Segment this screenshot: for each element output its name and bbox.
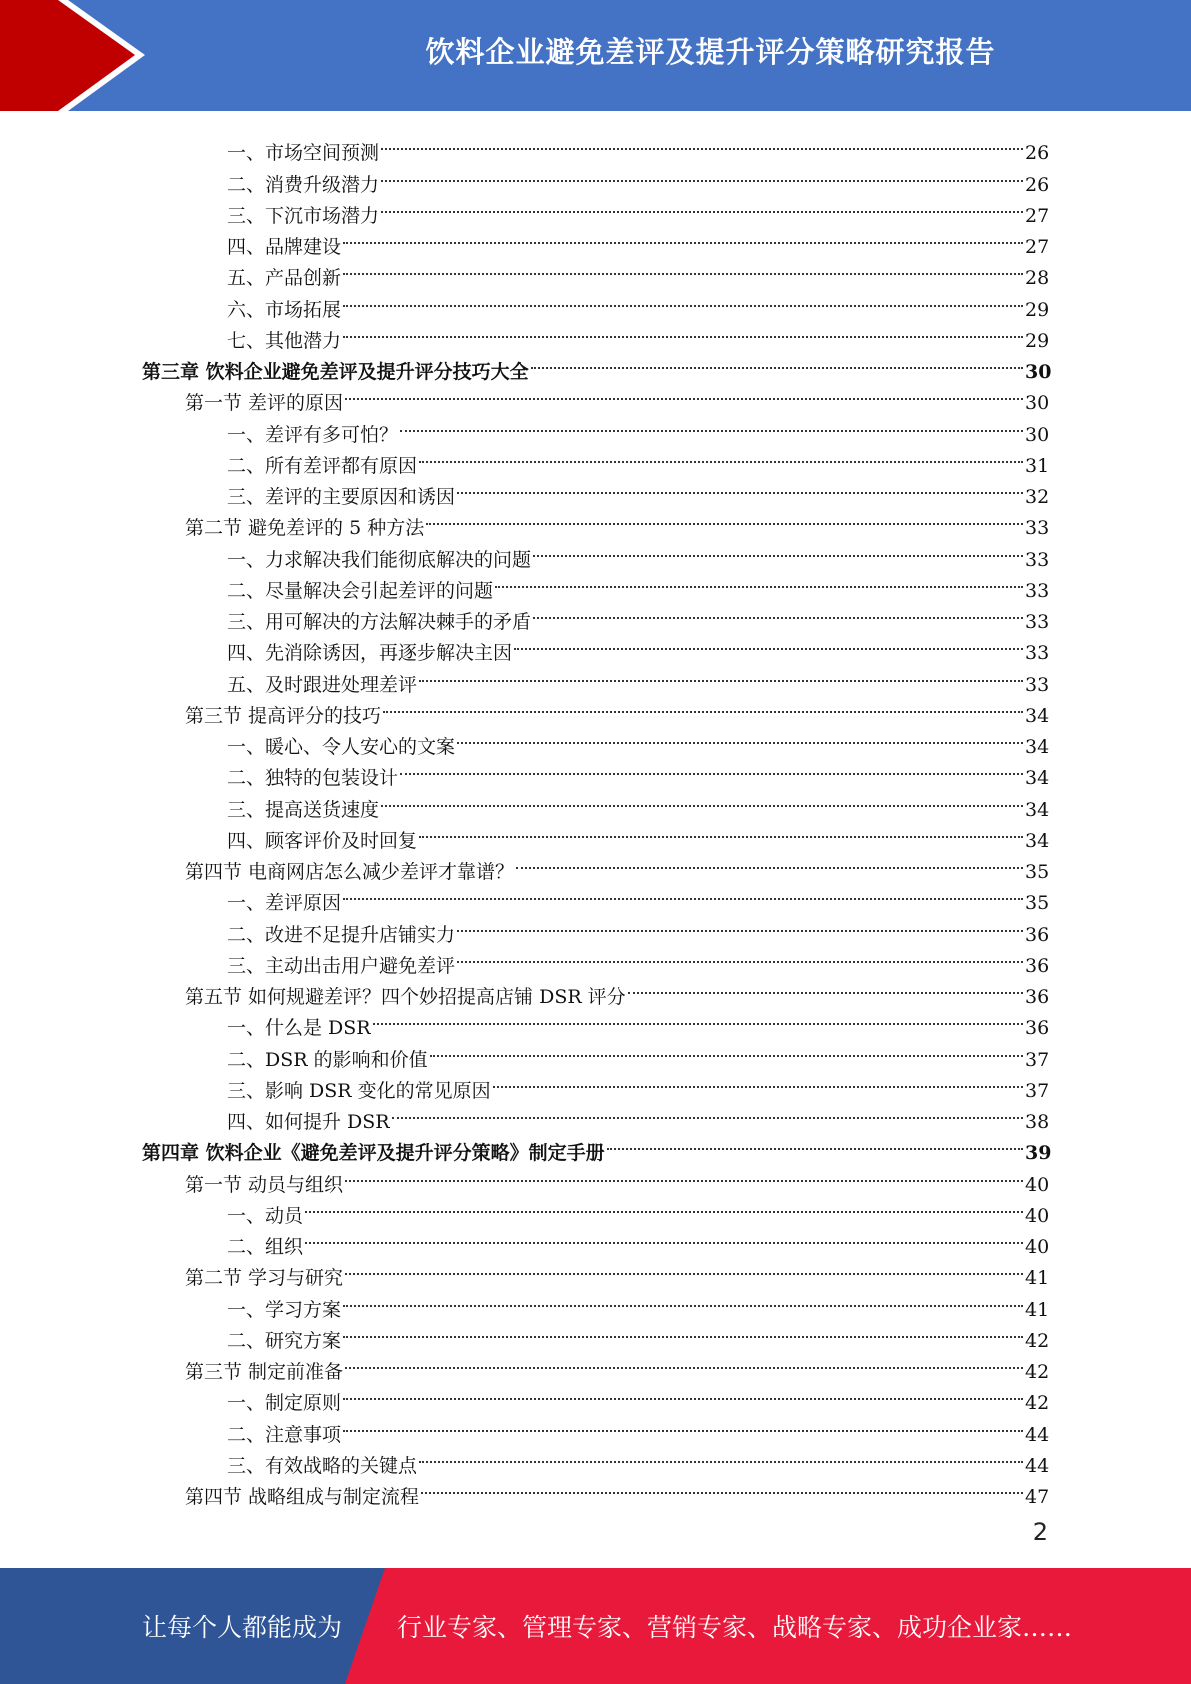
toc-entry[interactable] bbox=[0, 628, 1191, 665]
toc-entry-page: 31 bbox=[1025, 454, 1050, 477]
toc-entry-page: 34 bbox=[1025, 767, 1050, 790]
toc-entry-page: 42 bbox=[1025, 1392, 1050, 1415]
toc-entry-title: 三、有效战略的关键点 bbox=[227, 1454, 418, 1477]
toc-entry-title: 三、提高送货速度 bbox=[227, 798, 380, 821]
toc-dot-leader bbox=[426, 503, 1023, 534]
table-of-contents bbox=[0, 128, 1191, 1508]
toc-entry-page: 33 bbox=[1025, 517, 1050, 540]
toc-entry-title: 二、研究方案 bbox=[227, 1329, 342, 1352]
toc-entry[interactable] bbox=[0, 1003, 1191, 1040]
toc-entry-page: 34 bbox=[1025, 829, 1050, 852]
toc-entry-page: 34 bbox=[1025, 798, 1050, 821]
toc-entry-title: 二、消费升级潜力 bbox=[227, 173, 380, 196]
toc-entry-title: 三、影响 DSR 变化的常见原因 bbox=[227, 1079, 491, 1102]
toc-entry-title: 二、改进不足提升店铺实力 bbox=[227, 923, 456, 946]
toc-entry-title: 四、先消除诱因，再逐步解决主因 bbox=[227, 642, 513, 665]
toc-entry-title: 第二节 避免差评的 5 种方法 bbox=[185, 517, 425, 540]
toc-dot-leader bbox=[343, 1284, 1023, 1315]
toc-entry[interactable] bbox=[0, 347, 1191, 383]
toc-entry-title: 一、学习方案 bbox=[227, 1298, 342, 1321]
toc-entry[interactable] bbox=[0, 753, 1191, 790]
toc-entry-title: 第四章 饮料企业《避免差评及提升评分策略》制定手册 bbox=[142, 1142, 605, 1165]
toc-dot-leader bbox=[400, 753, 1023, 784]
toc-entry-title: 第四节 战略组成与制定流程 bbox=[185, 1486, 420, 1508]
toc-entry[interactable] bbox=[0, 691, 1191, 727]
toc-entry-page: 40 bbox=[1025, 1173, 1050, 1196]
toc-dot-leader bbox=[430, 1034, 1023, 1065]
toc-entry-page: 44 bbox=[1025, 1423, 1050, 1446]
toc-dot-leader bbox=[419, 441, 1023, 472]
toc-entry-page: 30 bbox=[1025, 423, 1050, 446]
toc-dot-leader bbox=[345, 1253, 1023, 1284]
toc-dot-leader bbox=[419, 659, 1023, 690]
toc-entry[interactable] bbox=[0, 659, 1191, 696]
toc-entry-page: 33 bbox=[1025, 579, 1050, 602]
toc-entry-title: 一、制定原则 bbox=[227, 1392, 342, 1415]
toc-entry[interactable] bbox=[0, 534, 1191, 571]
toc-entry-title: 三、下沉市场潜力 bbox=[227, 204, 380, 227]
toc-entry-page: 37 bbox=[1025, 1048, 1050, 1071]
toc-entry[interactable] bbox=[0, 941, 1191, 977]
toc-entry[interactable] bbox=[0, 441, 1191, 477]
toc-entry-page: 29 bbox=[1025, 329, 1050, 352]
toc-entry-title: 六、市场拓展 bbox=[227, 298, 342, 321]
toc-entry[interactable] bbox=[0, 222, 1191, 258]
toc-entry-page: 32 bbox=[1025, 486, 1050, 508]
toc-entry-page: 41 bbox=[1025, 1298, 1050, 1321]
toc-entry-page: 27 bbox=[1025, 236, 1050, 258]
toc-entry-title: 一、什么是 DSR bbox=[227, 1017, 371, 1040]
toc-entry-title: 四、如何提升 DSR bbox=[227, 1111, 390, 1133]
toc-entry-page: 30 bbox=[1025, 392, 1050, 415]
toc-entry-page: 35 bbox=[1025, 861, 1050, 883]
toc-entry-page: 39 bbox=[1025, 1142, 1052, 1165]
toc-entry-page: 34 bbox=[1025, 704, 1050, 727]
toc-dot-leader bbox=[392, 1097, 1023, 1128]
toc-entry-title: 第三节 制定前准备 bbox=[185, 1361, 344, 1383]
toc-dot-leader bbox=[305, 1191, 1023, 1222]
toc-entry[interactable] bbox=[0, 1409, 1191, 1446]
toc-dot-leader bbox=[343, 878, 1023, 909]
toc-entry[interactable] bbox=[0, 784, 1191, 821]
toc-dot-leader bbox=[305, 1222, 1023, 1253]
toc-entry-page: 38 bbox=[1025, 1111, 1050, 1133]
toc-entry-page: 36 bbox=[1025, 954, 1050, 977]
toc-entry[interactable] bbox=[0, 597, 1191, 633]
toc-entry-page: 47 bbox=[1025, 1486, 1050, 1508]
toc-entry-title: 第一节 差评的原因 bbox=[185, 392, 344, 415]
toc-entry-page: 40 bbox=[1025, 1204, 1050, 1227]
toc-entry[interactable] bbox=[0, 316, 1191, 352]
toc-entry-title: 第一节 动员与组织 bbox=[185, 1173, 344, 1196]
toc-entry[interactable] bbox=[0, 1066, 1191, 1102]
toc-dot-leader bbox=[343, 1409, 1023, 1440]
toc-entry[interactable] bbox=[0, 1253, 1191, 1290]
toc-entry[interactable] bbox=[0, 1284, 1191, 1321]
toc-entry-page: 33 bbox=[1025, 642, 1050, 665]
toc-dot-leader bbox=[628, 972, 1023, 1003]
toc-entry[interactable] bbox=[0, 253, 1191, 290]
toc-dot-leader bbox=[343, 1316, 1023, 1347]
toc-entry[interactable] bbox=[0, 722, 1191, 758]
toc-entry-page: 26 bbox=[1025, 173, 1050, 196]
toc-entry-page: 26 bbox=[1025, 142, 1050, 165]
toc-entry-title: 五、及时跟进处理差评 bbox=[227, 673, 418, 696]
toc-dot-leader bbox=[381, 784, 1023, 815]
toc-entry-page: 34 bbox=[1025, 736, 1050, 758]
toc-entry-title: 第三节 提高评分的技巧 bbox=[185, 704, 382, 727]
footer-slogan-left: 让每个人都能成为 bbox=[142, 1613, 343, 1642]
toc-entry[interactable] bbox=[0, 1034, 1191, 1071]
toc-dot-leader bbox=[531, 347, 1023, 378]
toc-dot-leader bbox=[457, 722, 1023, 753]
toc-entry-title: 一、暖心、令人安心的文案 bbox=[227, 736, 456, 758]
toc-entry[interactable] bbox=[0, 1128, 1191, 1165]
toc-dot-leader bbox=[514, 628, 1023, 659]
toc-dot-leader bbox=[419, 816, 1023, 847]
toc-entry[interactable] bbox=[0, 284, 1191, 321]
toc-entry-page: 40 bbox=[1025, 1236, 1050, 1258]
toc-dot-leader bbox=[495, 566, 1023, 597]
toc-entry-title: 第四节 电商网店怎么减少差评才靠谱？ bbox=[185, 861, 515, 883]
toc-entry[interactable] bbox=[0, 1222, 1191, 1258]
toc-dot-leader bbox=[607, 1128, 1023, 1159]
toc-entry-title: 二、所有差评都有原因 bbox=[227, 454, 418, 477]
toc-entry-title: 四、品牌建设 bbox=[227, 236, 342, 258]
toc-entry-title: 二、注意事项 bbox=[227, 1423, 342, 1446]
toc-entry-title: 四、顾客评价及时回复 bbox=[227, 829, 418, 852]
toc-entry-title: 一、差评原因 bbox=[227, 892, 342, 915]
toc-entry[interactable] bbox=[0, 1191, 1191, 1227]
footer-slogan-right: 行业专家、管理专家、营销专家、战略专家、成功企业家…… bbox=[397, 1613, 1073, 1642]
toc-entry[interactable] bbox=[0, 1347, 1191, 1383]
toc-entry-title: 二、独特的包装设计 bbox=[227, 767, 399, 790]
toc-dot-leader bbox=[533, 534, 1023, 565]
toc-entry[interactable] bbox=[0, 1378, 1191, 1415]
toc-entry[interactable] bbox=[0, 909, 1191, 946]
toc-entry-page: 27 bbox=[1025, 204, 1050, 227]
toc-dot-leader bbox=[343, 222, 1023, 253]
toc-dot-leader bbox=[419, 1441, 1023, 1472]
toc-entry[interactable] bbox=[0, 409, 1191, 446]
toc-entry[interactable] bbox=[0, 503, 1191, 540]
toc-dot-leader bbox=[343, 284, 1023, 315]
toc-dot-leader bbox=[343, 253, 1023, 284]
toc-dot-leader bbox=[400, 409, 1023, 440]
toc-dot-leader bbox=[457, 909, 1023, 940]
toc-entry-title: 二、组织 bbox=[227, 1236, 304, 1258]
page-number: 2 bbox=[1032, 1518, 1048, 1546]
toc-dot-leader bbox=[457, 472, 1023, 503]
page-footer bbox=[0, 1568, 1191, 1684]
toc-entry-title: 二、DSR 的影响和价值 bbox=[227, 1048, 428, 1071]
toc-entry-page: 35 bbox=[1025, 892, 1050, 915]
toc-entry[interactable] bbox=[0, 566, 1191, 602]
toc-entry-page: 41 bbox=[1025, 1267, 1050, 1290]
toc-entry-page: 37 bbox=[1025, 1079, 1050, 1102]
toc-entry-title: 第三章 饮料企业避免差评及提升评分技巧大全 bbox=[142, 361, 529, 383]
toc-entry-title: 第五节 如何规避差评？四个妙招提高店铺 DSR 评分 bbox=[185, 986, 626, 1008]
toc-dot-leader bbox=[345, 1347, 1023, 1378]
toc-dot-leader bbox=[381, 191, 1023, 222]
toc-entry[interactable] bbox=[0, 847, 1191, 883]
toc-dot-leader bbox=[381, 128, 1023, 159]
toc-dot-leader bbox=[373, 1003, 1023, 1034]
toc-entry-title: 二、尽量解决会引起差评的问题 bbox=[227, 579, 494, 602]
toc-entry[interactable] bbox=[0, 472, 1191, 508]
toc-entry[interactable] bbox=[0, 1097, 1191, 1133]
toc-entry[interactable] bbox=[0, 128, 1191, 165]
toc-entry-title: 一、力求解决我们能彻底解决的问题 bbox=[227, 548, 532, 571]
toc-dot-leader bbox=[516, 847, 1023, 878]
toc-entry-title: 一、动员 bbox=[227, 1204, 304, 1227]
toc-entry-page: 44 bbox=[1025, 1454, 1050, 1477]
toc-dot-leader bbox=[421, 1472, 1023, 1503]
toc-entry[interactable] bbox=[0, 191, 1191, 227]
toc-entry-page: 29 bbox=[1025, 298, 1050, 321]
toc-entry[interactable] bbox=[0, 878, 1191, 915]
toc-entry-title: 七、其他潜力 bbox=[227, 329, 342, 352]
toc-entry-page: 42 bbox=[1025, 1361, 1050, 1383]
toc-dot-leader bbox=[343, 316, 1023, 347]
toc-dot-leader bbox=[533, 597, 1023, 628]
toc-entry-page: 42 bbox=[1025, 1329, 1050, 1352]
page-header bbox=[0, 0, 1191, 111]
toc-entry[interactable] bbox=[0, 159, 1191, 196]
toc-entry-page: 36 bbox=[1025, 986, 1050, 1008]
toc-entry-title: 五、产品创新 bbox=[227, 267, 342, 290]
toc-entry-page: 33 bbox=[1025, 548, 1050, 571]
toc-entry[interactable] bbox=[0, 1441, 1191, 1477]
toc-entry-title: 第二节 学习与研究 bbox=[185, 1267, 344, 1290]
header-title: 饮料企业避免差评及提升评分策略研究报告 bbox=[425, 34, 996, 69]
toc-dot-leader bbox=[457, 941, 1023, 972]
toc-entry-page: 33 bbox=[1025, 611, 1050, 633]
toc-entry-page: 28 bbox=[1025, 267, 1050, 290]
toc-entry-page: 33 bbox=[1025, 673, 1050, 696]
toc-entry[interactable] bbox=[0, 972, 1191, 1008]
toc-entry-page: 36 bbox=[1025, 923, 1050, 946]
toc-entry-title: 三、差评的主要原因和诱因 bbox=[227, 486, 456, 508]
toc-entry[interactable] bbox=[0, 816, 1191, 852]
toc-dot-leader bbox=[345, 1159, 1023, 1190]
toc-dot-leader bbox=[383, 691, 1023, 722]
toc-entry-page: 36 bbox=[1025, 1017, 1050, 1040]
toc-entry-title: 一、市场空间预测 bbox=[227, 142, 380, 165]
toc-dot-leader bbox=[343, 1378, 1023, 1409]
toc-entry-title: 三、主动出击用户避免差评 bbox=[227, 954, 456, 977]
toc-dot-leader bbox=[381, 159, 1023, 190]
toc-entry[interactable] bbox=[0, 1472, 1191, 1508]
toc-entry[interactable] bbox=[0, 1316, 1191, 1352]
toc-entry-page: 30 bbox=[1025, 361, 1052, 383]
toc-entry-title: 一、差评有多可怕？ bbox=[227, 423, 399, 446]
toc-dot-leader bbox=[345, 378, 1023, 409]
toc-entry-title: 三、用可解决的方法解决棘手的矛盾 bbox=[227, 611, 532, 633]
toc-dot-leader bbox=[493, 1066, 1023, 1097]
